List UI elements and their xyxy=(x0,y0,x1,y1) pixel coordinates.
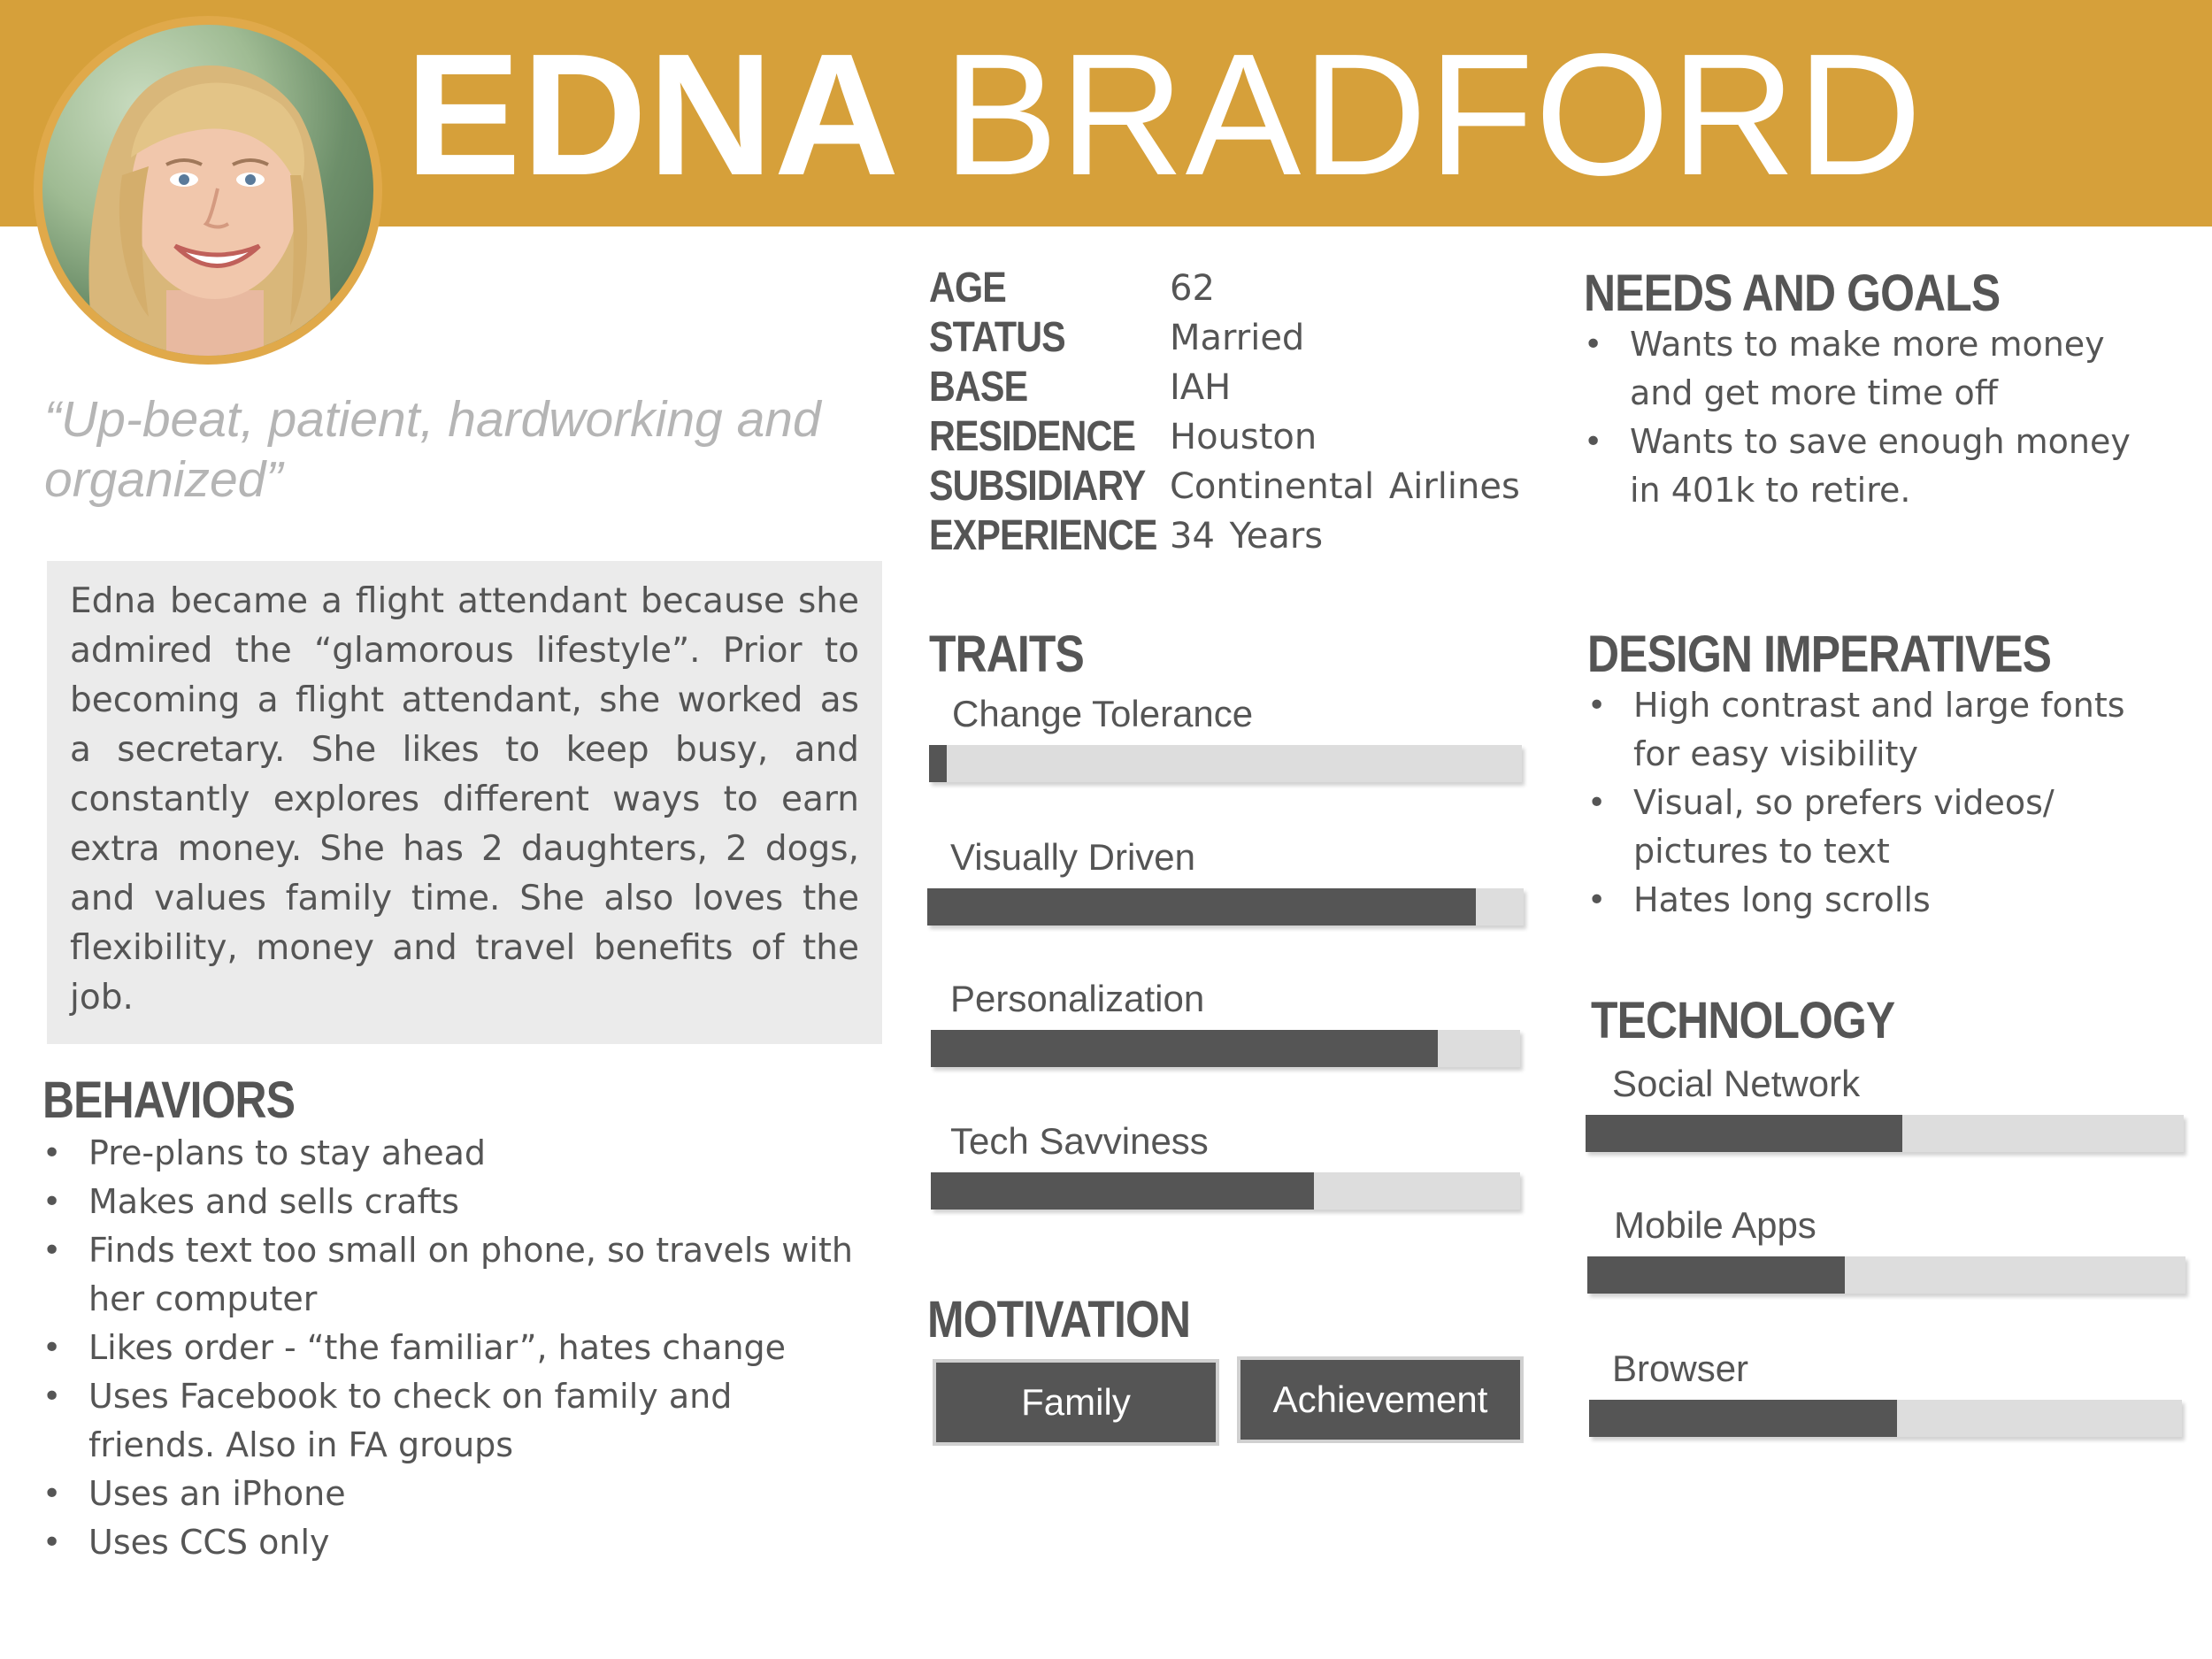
meter-label: Personalization xyxy=(950,978,1205,1019)
fact-label: AGE xyxy=(929,265,1006,311)
meter-fill xyxy=(1586,1115,1902,1152)
meter-fill xyxy=(1589,1400,1897,1437)
list-item: • Uses an iPhone xyxy=(42,1470,856,1518)
first-name: EDNA xyxy=(405,18,901,211)
meter-fill xyxy=(931,1172,1314,1210)
meter-fill xyxy=(1587,1256,1845,1294)
behaviors-title: BEHAVIORS xyxy=(42,1071,296,1129)
meter-track xyxy=(929,745,1522,782)
meter-track xyxy=(931,1030,1520,1067)
meter-fill xyxy=(927,888,1476,926)
meter-label: Visually Driven xyxy=(950,836,1195,878)
fact-value: 62 xyxy=(1170,268,1215,309)
fact-label: BASE xyxy=(929,364,1028,411)
motivation-family-tag: Family xyxy=(933,1359,1219,1446)
meter-track xyxy=(1589,1400,2182,1437)
fact-label: EXPERIENCE xyxy=(929,512,1157,559)
list-item: • Wants to save enough money in 401k to retire. xyxy=(1584,418,2168,515)
list-item: • Wants to make more money and get more time off xyxy=(1584,320,2168,418)
meter-label: Tech Savviness xyxy=(950,1120,1209,1162)
design-imperatives-title: DESIGN IMPERATIVES xyxy=(1587,626,2052,683)
persona-name xyxy=(405,18,1923,212)
fact-value: IAH xyxy=(1170,367,1232,408)
fact-label: SUBSIDIARY xyxy=(929,463,1146,510)
meter-fill xyxy=(929,745,947,782)
meter-track xyxy=(927,888,1524,926)
behaviors-list xyxy=(42,1129,856,1567)
meter-label: Browser xyxy=(1612,1348,1749,1389)
list-item: • Visual, so prefers videos/ pictures to text xyxy=(1587,779,2171,876)
bio-box xyxy=(47,561,882,1044)
bio-text: Edna became a flight attendant because she admired the “glamorous lifestyle”. Prior to becoming a flight attendant, she worked as a secretary. She likes to keep busy, and constantly explores different ways to earn extra money. She has 2 daughters, 2 dogs, and values family time. She also loves the flexibility, money and travel benefits of the job. xyxy=(70,581,859,1018)
list-item: • High contrast and large fonts for easy visibility xyxy=(1587,681,2171,779)
fact-value: Houston xyxy=(1170,417,1317,457)
traits-title: TRAITS xyxy=(929,626,1084,683)
motivation-title: MOTIVATION xyxy=(927,1291,1191,1348)
avatar xyxy=(34,16,382,365)
technology-title: TECHNOLOGY xyxy=(1591,992,1895,1049)
portrait-image xyxy=(42,25,373,356)
list-item: • Likes order - “the familiar”, hates change xyxy=(42,1324,856,1372)
list-item: • Pre-plans to stay ahead xyxy=(42,1129,856,1178)
meter-label: Social Network xyxy=(1612,1063,1861,1104)
meter-label: Change Tolerance xyxy=(952,693,1254,734)
needs-goals-list xyxy=(1584,320,2168,515)
list-item: • Finds text too small on phone, so travels with her computer xyxy=(42,1226,856,1324)
fact-label: RESIDENCE xyxy=(929,413,1136,460)
motivation-achievement-tag: Achievement xyxy=(1237,1356,1524,1443)
list-item: • Uses CCS only xyxy=(42,1518,856,1567)
fact-value: 34 Years xyxy=(1170,516,1324,557)
meter-track xyxy=(931,1172,1520,1210)
meter-fill xyxy=(931,1030,1438,1067)
meter-track xyxy=(1586,1115,2184,1152)
fact-value: Married xyxy=(1170,318,1305,358)
list-item: • Uses Facebook to check on family and friends. Also in FA groups xyxy=(42,1372,856,1470)
design-imperatives-list xyxy=(1587,681,2171,925)
last-name: BRADFORD xyxy=(942,18,1924,211)
needs-goals-title: NEEDS AND GOALS xyxy=(1584,265,2001,322)
fact-label: STATUS xyxy=(929,314,1065,361)
meter-label: Mobile Apps xyxy=(1614,1204,1816,1246)
persona-quote: “Up-beat, patient, hardworking and organized” xyxy=(44,391,821,508)
meter-track xyxy=(1587,1256,2185,1294)
list-item: • Makes and sells crafts xyxy=(42,1178,856,1226)
list-item: • Hates long scrolls xyxy=(1587,876,2171,925)
fact-value: Continental Airlines xyxy=(1170,466,1520,507)
